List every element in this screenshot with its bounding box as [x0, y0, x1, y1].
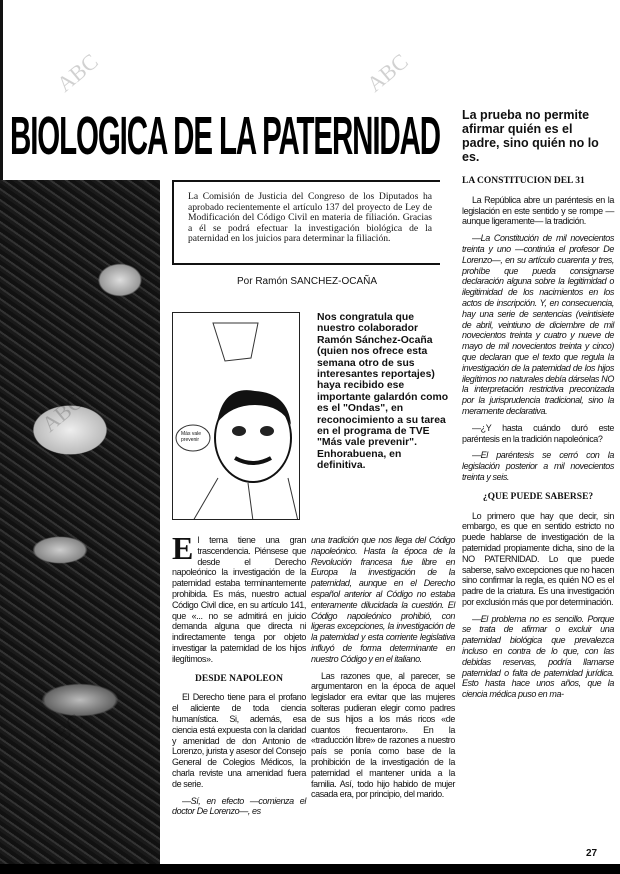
paragraph: —El problema no es sencillo. Porque se trata de afirmar o excluir una paternidad biológica que prevalezca incluso en contra de lo que, con las debidas reservas, podría llamarse paternidad o falta de paternidad jurídica. Esto hasta hace unos años, que la ciencia médica puso en ma- — [462, 613, 614, 700]
drop-cap: E — [172, 530, 194, 566]
caricature-illustration — [172, 312, 300, 520]
paragraph: El Derecho tiene para el profano el aliciente de toda ciencia humanística. Si, además, esa ciencia está expuesta con la claridad y amenidad de don Antonio de Lorenzo, jurista y asesor del Consejo General de Colegios Médicos, la charla reviste una amenidad fuera de serie. — [172, 692, 306, 789]
editor-note: Nos congratula que nuestro colaborador Ramón Sánchez-Ocaña (quien nos ofrece esta semana otro de sus interesantes reportajes) haya recibido ese importante galardón como es el "Ondas", en reconocimiento a su tarea en el programa de TVE "Más vale prevenir". Enhorabuena, en definitiva. — [317, 312, 449, 472]
subheadline: La prueba no permite afirmar quién es el padre, sino quién no lo es. — [462, 108, 599, 164]
paragraph: —La Constitución de mil novecientos treinta y uno —continúa el profesor De Lorenzo—, en su artículo cuarenta y tres, prohíbe que pueda consignarse declaración alguna sobre la legitimidad o ilegitimidad de los nacimientos en los actos de inscripción. Y, en consecuencia, hay una serie de sentencias (veintisiete de abril, veintiuno de diciembre de mil novecientos treinta y cuatro y nueve de mayo de mil novecientos treinta y cinco) que declaran que el texto que regula la investigación de la paternidad de los hijos ilegítimos no naturales debía dárselas NO la interpretación restrictiva preconizada por la jurisprudencia tradicional, sino la meramente declarativa. — [462, 233, 614, 416]
paragraph: —Sí, en efecto —comienza el doctor De Lorenzo—, es — [172, 795, 306, 817]
paragraph: —¿Y hasta cuándo duró este paréntesis en la tradición napoleónica? — [462, 422, 614, 444]
page-number: 27 — [586, 848, 598, 859]
left-rule — [0, 0, 3, 180]
watermark: ABC — [51, 48, 103, 97]
column-1 — [172, 530, 306, 823]
paragraph: Las razones que, al parecer, se argumentaron en la época de aquel legislador era evitar que las mujeres solteras pudieran elegir como padres de sus hijos a los más ricos «de cuantos frecuentaron». En la «traducción libre» de razones a nuestro país se ponía como base de la prohibición de la investigación de la paternidad el mantener unida a la familia. Así, todo hijo habido de mujer casada era, por principio, del marido. — [311, 670, 455, 800]
headline: BIOLOGICA DE LA PATERNIDAD — [10, 106, 440, 166]
column-2 — [311, 535, 455, 806]
article-photo — [0, 180, 160, 864]
paragraph: La República abre un paréntesis en la legislación en este sentido y se rompe —aunque ligeramente— la tradición. — [462, 194, 614, 227]
bottom-rule — [0, 864, 620, 874]
paragraph: una tradición que nos llega del Código napoleónico. Hasta la época de la Revolución francesa fue libre en Europa la investigación de la paternidad, aunque en el Derecho español anterior al Código no estaba enteramente dilucidada la cuestión. El Código napoleónico prohibió, con ligeras excepciones, la investigación de la paternidad y esta corriente legislativa influyó de forma determinante en nuestro Código y en el italiano. — [311, 535, 455, 664]
watermark: ABC — [361, 48, 413, 97]
headline-wrapper — [10, 108, 442, 166]
watermark: ABC — [36, 388, 88, 437]
intro-box: La Comisión de Justicia del Congreso de los Diputados ha aprobado recientemente el artículo 137 del proyecto de Ley de Modificación del Código Civil en materia de filiación. Gracias a él se podrá efectuar la investigación biológica de la paternidad en los juicios para determinar la filiación. — [172, 180, 440, 265]
column-3 — [462, 176, 614, 706]
section-heading: LA CONSTITUCION DEL 31 — [462, 176, 585, 186]
paragraph: Lo primero que hay que decir, sin embargo, es que en sentido estricto no puede hablarse de investigación de la paternidad propiamente dicha, sino de la NO PATERNIDAD. Lo que puede saberse, salvo excepciones que no hacen sino confirmar la regla, es quién NO es el padre de la criatura. Es una investigación por exclusión más que por determinación. — [462, 510, 615, 607]
section-heading: ¿QUE PUEDE SABERSE? — [482, 491, 594, 502]
section-heading: DESDE NAPOLEON — [195, 673, 283, 684]
watermark: ABC — [36, 708, 88, 757]
paragraph: —El paréntesis se cerró con la legislación posterior a mil novecientos treinta y seis. — [462, 450, 614, 482]
paragraph: l tema tiene una gran trascendencia. Piénsese que desde el Derecho napoleónico la investigación de la paternidad estaba terminantemente prohibida. Es más, nuestro actual Código Civil dice, en su artículo 141, que «... no se admitirá en juicio demanda alguna que directa ni indirectamente tenga por objeto investigar la paternidad de los hijos ilegítimos». — [172, 535, 306, 664]
speech-bubble-text: Más vale prevenir — [181, 431, 202, 443]
byline: Por Ramón SANCHEZ-OCAÑA — [236, 276, 378, 287]
